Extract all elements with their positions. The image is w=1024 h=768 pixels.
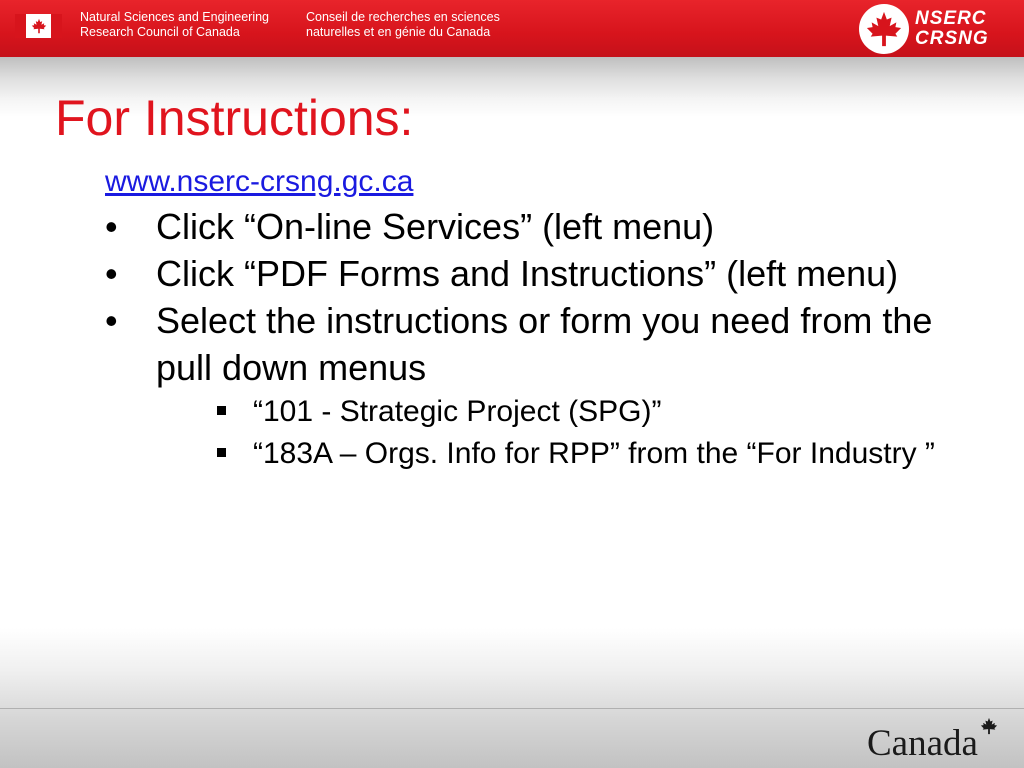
list-item xyxy=(105,250,985,297)
bullet-icon: • xyxy=(105,206,118,247)
sub-list-item xyxy=(209,391,985,433)
sub-list-item-text: “101 - Strategic Project (SPG)” xyxy=(253,395,662,428)
list-item-text: Click “On-line Services” (left menu) xyxy=(156,206,715,247)
list-item xyxy=(105,297,985,475)
canada-wordmark: Canada xyxy=(867,723,978,764)
nserc-logo xyxy=(855,3,1015,55)
maple-leaf-icon xyxy=(31,18,47,34)
header-bar xyxy=(0,0,1024,57)
org-name-french xyxy=(306,10,500,40)
logo-text-crsng: CRSNG xyxy=(915,28,989,49)
bullet-icon: • xyxy=(105,253,118,294)
list-item xyxy=(105,203,985,250)
list-item-text: Click “PDF Forms and Instructions” (left menu) xyxy=(156,253,899,294)
slide-title: For Instructions: xyxy=(55,90,414,146)
form-list xyxy=(156,391,985,475)
org-name-en-line1: Natural Sciences and Engineering xyxy=(80,10,270,24)
org-name-english xyxy=(80,10,269,40)
bullet-icon: • xyxy=(105,300,118,341)
list-item-text: Select the instructions or form you need from the pull down menus xyxy=(156,300,933,388)
logo-text xyxy=(915,9,989,49)
org-name-en-line2: Research Council of Canada xyxy=(80,25,240,39)
square-bullet-icon xyxy=(217,406,226,415)
org-name-fr-line1: Conseil de recherches en sciences xyxy=(306,10,500,24)
org-name-fr-line2: naturelles et en génie du Canada xyxy=(306,25,491,39)
footer-divider xyxy=(0,708,1024,709)
square-bullet-icon xyxy=(217,448,226,457)
sub-list-item-text: “183A – Orgs. Info for RPP” from the “For Industry ” xyxy=(253,437,935,470)
canada-flag-icon xyxy=(15,14,62,38)
instruction-list xyxy=(105,203,985,475)
logo-text-nserc: NSERC xyxy=(915,8,987,29)
instructions-link[interactable]: www.nserc-crsng.gc.ca xyxy=(105,165,414,198)
maple-leaf-icon xyxy=(859,4,909,54)
flag-icon xyxy=(980,717,998,735)
sub-list-item xyxy=(209,433,985,475)
